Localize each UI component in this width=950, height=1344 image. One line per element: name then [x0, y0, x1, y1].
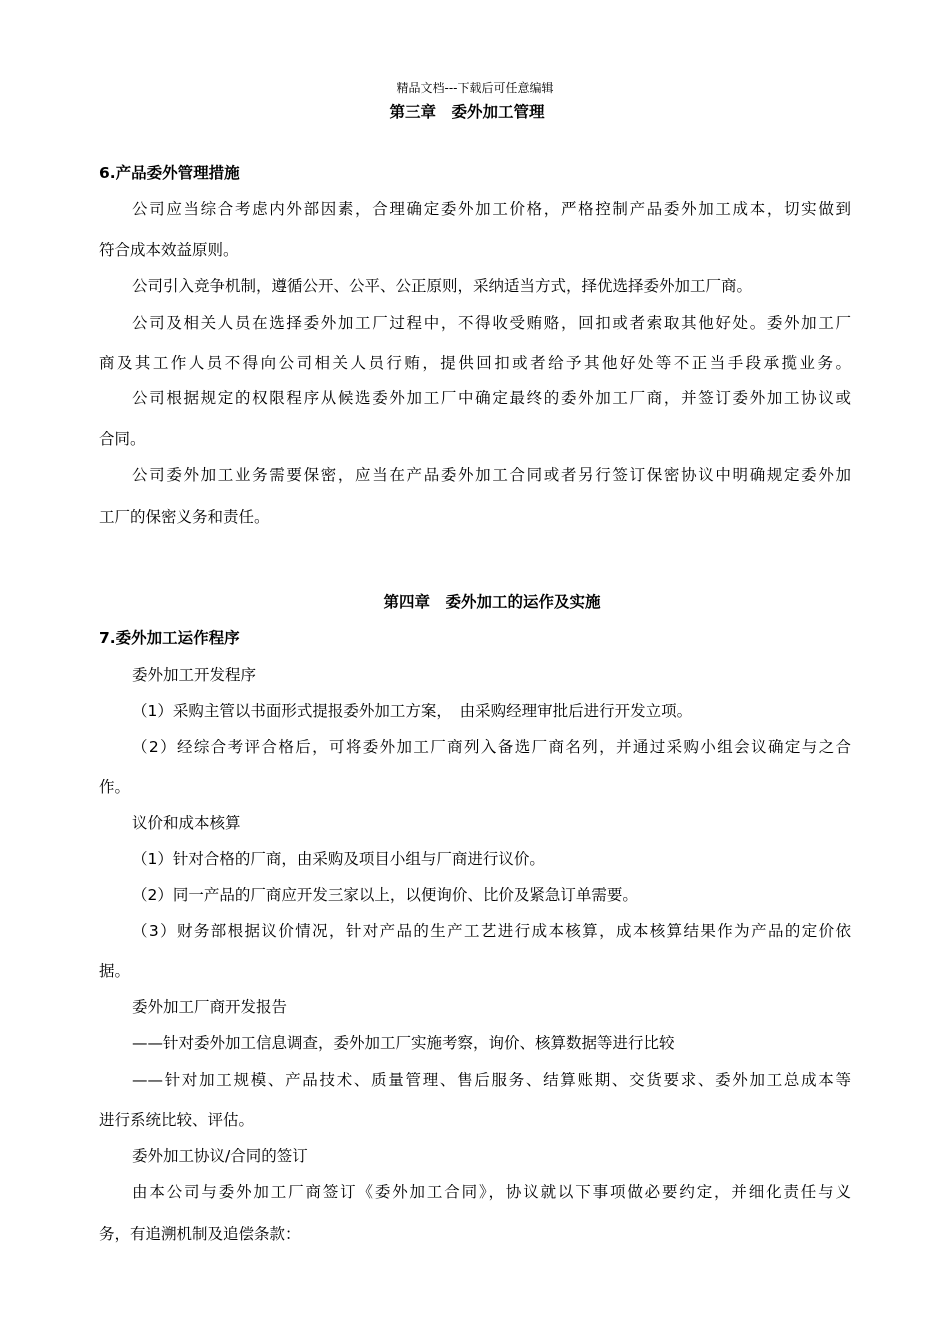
list-item: ——针对委外加工信息调查，委外加工厂实施考察，询价、核算数据等进行比较 — [132, 1034, 675, 1052]
section-6-title: 6.产品委外管理措施 — [99, 164, 240, 182]
list-item-continuation: 作。 — [99, 778, 131, 796]
paragraph-5-line-2: 工厂的保密义务和责任。 — [99, 508, 270, 526]
paragraph-4-line-1: 公司根据规定的权限程序从候选委外加工厂中确定最终的委外加工厂商，并签订委外加工协议或 — [132, 389, 851, 407]
list-item: （2）同一产品的厂商应开发三家以上，以便询价、比价及紧急订单需要。 — [132, 886, 638, 904]
subheading-contract-signing: 委外加工协议/合同的签订 — [132, 1147, 308, 1165]
paragraph-3-line-2: 商及其工作人员不得向公司相关人员行贿，提供回扣或者给予其他好处等不正当手段承揽业务。 — [99, 354, 851, 372]
paragraph-1-line-1: 公司应当综合考虑内外部因素，合理确定委外加工价格，严格控制产品委外加工成本，切实做到 — [132, 200, 851, 218]
section-7-title: 7.委外加工运作程序 — [99, 629, 240, 647]
page-header: 精品文档---下载后可任意编辑 — [396, 81, 554, 95]
subheading-vendor-report: 委外加工厂商开发报告 — [132, 998, 288, 1016]
list-item-continuation: 据。 — [99, 962, 131, 980]
list-item: ——针对加工规模、产品技术、质量管理、售后服务、结算账期、交货要求、委外加工总成本等 — [132, 1071, 851, 1089]
chapter-3-title: 第三章 委外加工管理 — [389, 103, 545, 121]
list-item: （1）采购主管以书面形式提报委外加工方案， 由采购经理审批后进行开发立项。 — [132, 702, 693, 720]
chapter-4-title: 第四章 委外加工的运作及实施 — [383, 593, 601, 611]
subheading-development-procedure: 委外加工开发程序 — [132, 666, 257, 684]
paragraph-4-line-2: 合同。 — [99, 430, 146, 448]
paragraph-2: 公司引入竞争机制，遵循公开、公平、公正原则，采纳适当方式，择优选择委外加工厂商。 — [132, 277, 753, 295]
paragraph-contract-line-1: 由本公司与委外加工厂商签订《委外加工合同》，协议就以下事项做必要约定，并细化责任与义 — [132, 1183, 851, 1201]
list-item: （2）经综合考评合格后，可将委外加工厂商列入备选厂商名列，并通过采购小组会议确定与之合 — [132, 738, 851, 756]
paragraph-1-line-2: 符合成本效益原则。 — [99, 241, 239, 259]
list-item-continuation: 进行系统比较、评估。 — [99, 1111, 255, 1129]
paragraph-5-line-1: 公司委外加工业务需要保密，应当在产品委外加工合同或者另行签订保密协议中明确规定委外加 — [132, 466, 851, 484]
list-item: （3）财务部根据议价情况，针对产品的生产工艺进行成本核算，成本核算结果作为产品的定价依 — [132, 922, 851, 940]
paragraph-3-line-1: 公司及相关人员在选择委外加工厂过程中，不得收受贿赂，回扣或者索取其他好处。委外加工厂 — [132, 314, 851, 332]
paragraph-contract-line-2: 务，有追溯机制及追偿条款： — [99, 1225, 301, 1243]
list-item: （1）针对合格的厂商，由采购及项目小组与厂商进行议价。 — [132, 850, 545, 868]
subheading-pricing: 议价和成本核算 — [132, 814, 241, 832]
